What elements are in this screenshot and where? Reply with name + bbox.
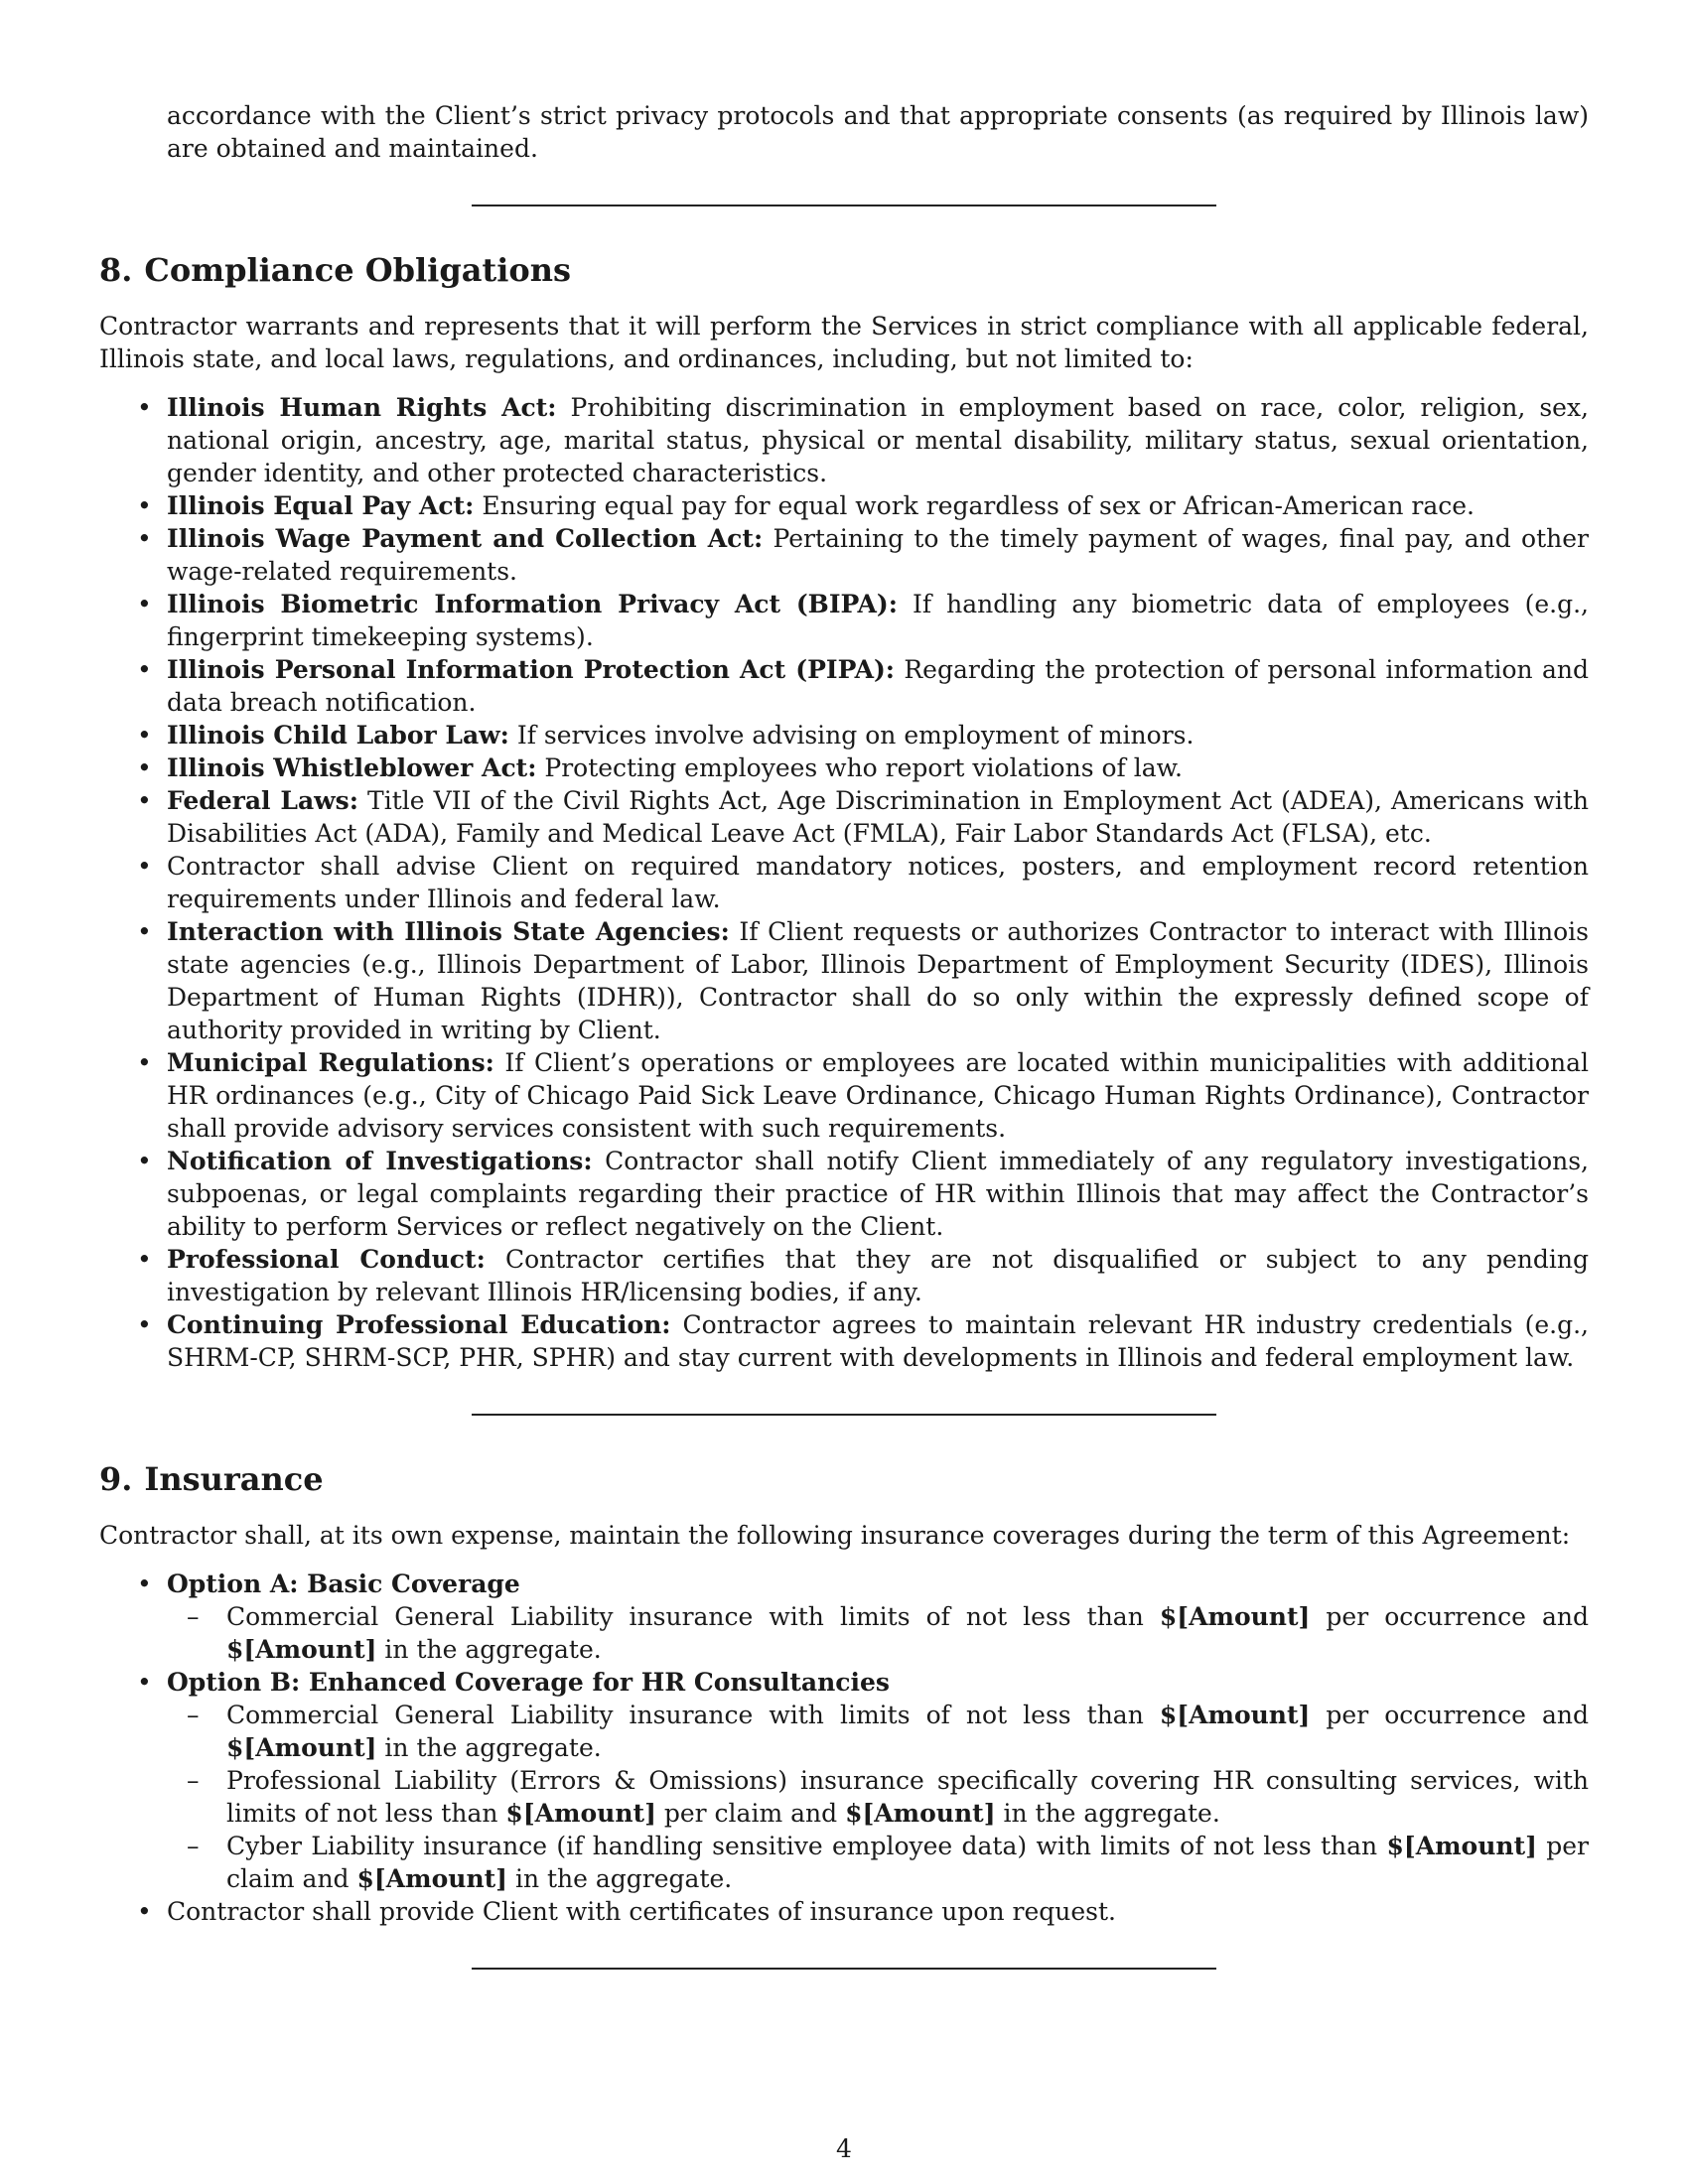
page-number: 4 <box>836 2134 852 2163</box>
list-item: • Professional Conduct: Contractor certifies that they are not disqualified or subject to any pending investigation by relevant Illinois HR/licensing bodies, if any. <box>99 1243 1589 1308</box>
list-item: • Continuing Professional Education: Contractor agrees to maintain relevant HR industry credentials (e.g., SHRM-CP, SHRM-SCP, PHR, SPHR) and stay current with developments in Illinois and federal employment law. <box>99 1308 1589 1374</box>
list-item: • Notification of Investigations: Contractor shall notify Client immediately of any regulatory investigations, subpoenas, or legal complaints regarding their practice of HR within Illinois that may affect the Contractor’s ability to perform Services or reflect negatively on the Client. <box>99 1145 1589 1243</box>
section-number: 8. <box>99 251 133 289</box>
list-item: • Illinois Biometric Information Privacy Act (BIPA): If handling any biometric data of employees (e.g., fingerprint timekeeping systems). <box>99 588 1589 653</box>
list-item: • Contractor shall provide Client with certificates of insurance upon request. <box>99 1895 1589 1928</box>
section-8-intro: Contractor warrants and represents that it will perform the Services in strict compliance with all applicable federal, Illinois state, and local laws, regulations, and ordinances, including, but not limited to: <box>99 312 1589 373</box>
section-divider <box>472 205 1216 206</box>
sub-list-item: – Commercial General Liability insurance with limits of not less than $[Amount] per occurrence and $[Amount] in the aggregate. <box>99 1600 1589 1666</box>
compliance-list <box>99 391 1589 1374</box>
option-b-item: • Option B: Enhanced Coverage for HR Consultancies – Commercial General Liability insurance with limits of not less than $[Amount] per occurrence and $[Amount] in the aggregate. – Professional Liability (Errors & Omissions) insurance specifically covering HR consulting services, with limits of not less than $[Amount] per claim and $[Amount] in the aggregate. – Cyber Liability insurance (if handling sensitive employee data) with limits of not less than $[Amount] per claim and $[Amount] in the aggregate. <box>99 1666 1589 1895</box>
section-8-heading <box>99 250 1589 290</box>
list-item: • Municipal Regulations: If Client’s operations or employees are located within municipalities with additional HR ordinances (e.g., City of Chicago Paid Sick Leave Ordinance, Chicago Human Rights Ordinance), Contractor shall provide advisory services consistent with such requirements. <box>99 1046 1589 1145</box>
list-item: • Illinois Wage Payment and Collection Act: Pertaining to the timely payment of wages, final pay, and other wage-related requirements. <box>99 522 1589 588</box>
section-title: Insurance <box>144 1460 324 1498</box>
option-a-sublist <box>167 1600 1589 1666</box>
section-9-heading <box>99 1459 1589 1499</box>
document-page <box>99 99 1589 1970</box>
section-number: 9. <box>99 1460 133 1498</box>
list-item: • Illinois Whistleblower Act: Protecting employees who report violations of law. <box>99 751 1589 784</box>
list-item: • Illinois Equal Pay Act: Ensuring equal pay for equal work regardless of sex or African-American race. <box>99 489 1589 522</box>
intro-paragraph: accordance with the Client’s strict privacy protocols and that appropriate consents (as required by Illinois law) are obtained and maintained. <box>167 101 1589 163</box>
list-item: • Illinois Child Labor Law: If services involve advising on employment of minors. <box>99 719 1589 751</box>
list-item: • Interaction with Illinois State Agencies: If Client requests or authorizes Contractor to interact with Illinois state agencies (e.g., Illinois Department of Labor, Illinois Department of Employment Security (IDES), Illinois Department of Human Rights (IDHR)), Contractor shall do so only within the expressly defined scope of authority provided in writing by Client. <box>99 915 1589 1046</box>
list-item: • Contractor shall advise Client on required mandatory notices, posters, and employment record retention requirements under Illinois and federal law. <box>99 850 1589 915</box>
sub-list-item: – Commercial General Liability insurance with limits of not less than $[Amount] per occurrence and $[Amount] in the aggregate. <box>99 1699 1589 1764</box>
sub-list-item: – Professional Liability (Errors & Omissions) insurance specifically covering HR consulting services, with limits of not less than $[Amount] per claim and $[Amount] in the aggregate. <box>99 1764 1589 1830</box>
insurance-list <box>99 1568 1589 1928</box>
section-title: Compliance Obligations <box>144 251 571 289</box>
list-item: • Federal Laws: Title VII of the Civil Rights Act, Age Discrimination in Employment Act (ADEA), Americans with Disabilities Act (ADA), Family and Medical Leave Act (FMLA), Fair Labor Standards Act (FLSA), etc. <box>99 784 1589 850</box>
list-item: • Illinois Personal Information Protection Act (PIPA): Regarding the protection of personal information and data breach notification. <box>99 653 1589 719</box>
option-a-item: • Option A: Basic Coverage – Commercial General Liability insurance with limits of not less than $[Amount] per occurrence and $[Amount] in the aggregate. <box>99 1568 1589 1666</box>
sub-list-item: – Cyber Liability insurance (if handling sensitive employee data) with limits of not less than $[Amount] per claim and $[Amount] in the aggregate. <box>99 1830 1589 1895</box>
section-9-intro: Contractor shall, at its own expense, maintain the following insurance coverages during the term of this Agreement: <box>99 1521 1571 1550</box>
section-divider <box>472 1414 1216 1416</box>
list-item: • Illinois Human Rights Act: Prohibiting discrimination in employment based on race, color, religion, sex, national origin, ancestry, age, marital status, physical or mental disability, military status, sexual orientation, gender identity, and other protected characteristics. <box>99 391 1589 489</box>
option-b-sublist <box>167 1699 1589 1895</box>
section-divider <box>472 1968 1216 1970</box>
